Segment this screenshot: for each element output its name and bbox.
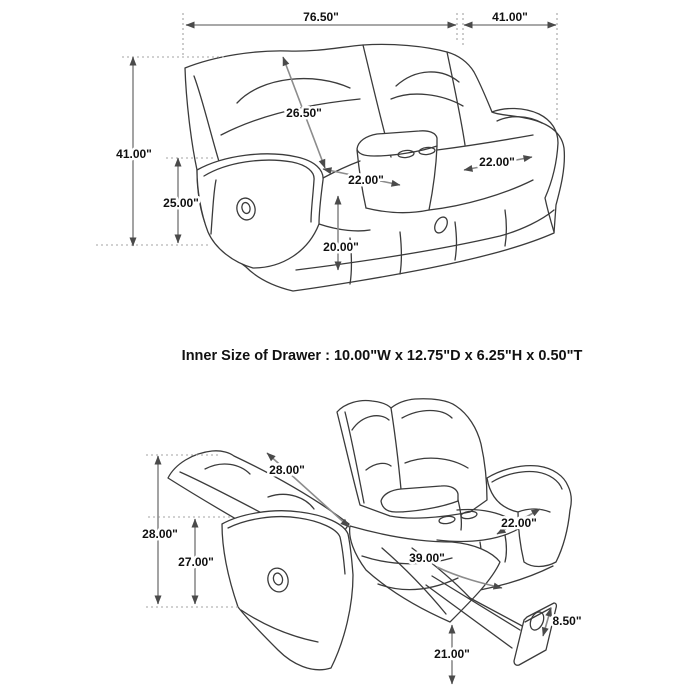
reclined-left-arm <box>222 511 353 670</box>
dim-left-seat-width: 22.00" <box>348 173 384 187</box>
reclined-loveseat-drawing <box>168 399 571 670</box>
dim-recline-length: 39.00" <box>409 551 445 565</box>
dim-right-seat-width: 22.00" <box>479 155 515 169</box>
dim-reclined-height: 28.00" <box>142 527 178 541</box>
drawer-inner-size-note: Inner Size of Drawer : 10.00"W x 12.75"D x 6.25"H x 0.50"T <box>181 348 583 364</box>
dim-back-length: 28.00" <box>269 463 305 477</box>
dim-back-height: 26.50" <box>286 106 322 120</box>
dim-seat-front-height: 20.00" <box>323 240 359 254</box>
dim-seat-width-reclined: 22.00" <box>501 516 537 530</box>
dim-footrest-height: 8.50" <box>552 614 582 628</box>
dim-overall-width: 76.50" <box>303 10 339 24</box>
dim-overall-depth: 41.00" <box>492 10 528 24</box>
dim-floor-clearance: 21.00" <box>434 647 470 661</box>
dim-arm-height: 25.00" <box>163 196 199 210</box>
dim-arm-height-reclined: 27.00" <box>178 555 214 569</box>
dim-overall-height: 41.00" <box>116 147 152 161</box>
